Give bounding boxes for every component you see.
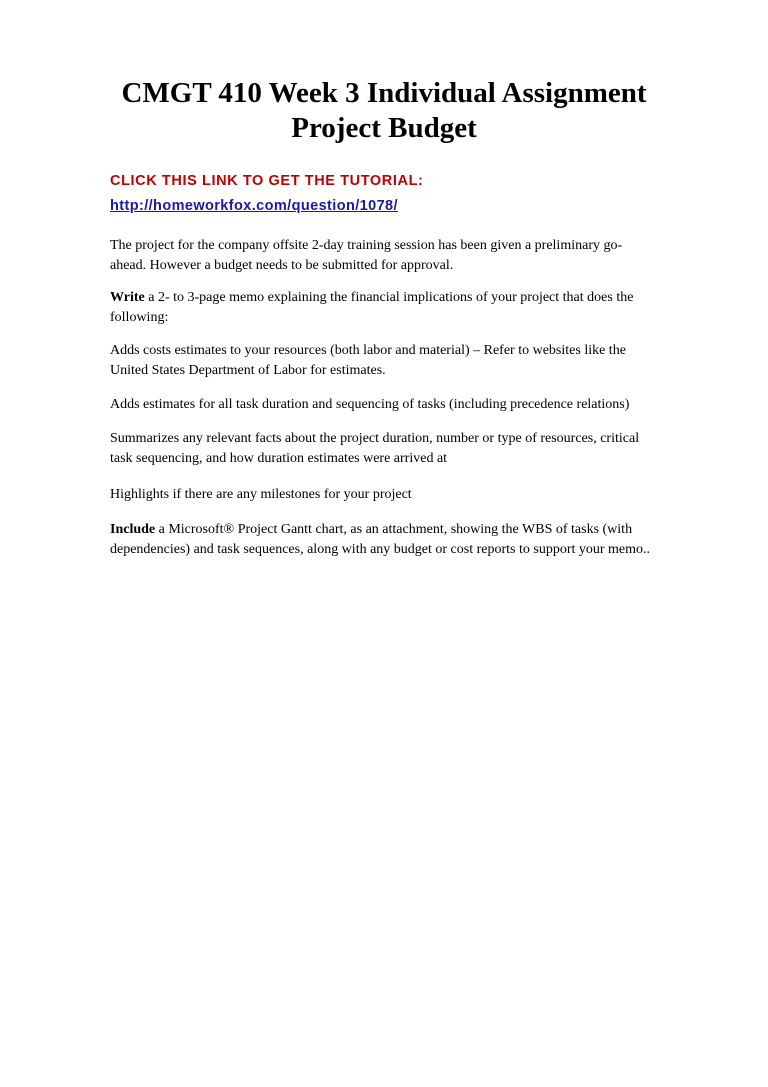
intro-line-1: The project for the company offsite 2-day training session has been given a preliminary go- bbox=[110, 238, 623, 253]
include-line-2: dependencies) and task sequences, along with any budget or cost reports to support your memo.. bbox=[110, 542, 651, 557]
cost-estimates-paragraph bbox=[110, 341, 710, 381]
task-estimates-paragraph: Adds estimates for all task duration and sequencing of tasks (including precedence relations) bbox=[110, 397, 630, 412]
tutorial-callout: CLICK THIS LINK TO GET THE TUTORIAL: bbox=[110, 173, 424, 189]
milestones-paragraph: Highlights if there are any milestones for your project bbox=[110, 487, 412, 502]
intro-paragraph bbox=[110, 236, 710, 276]
summary-paragraph bbox=[110, 429, 710, 469]
include-instruction-paragraph bbox=[110, 520, 710, 560]
summary-line-1: Summarizes any relevant facts about the project duration, number or type of resources, critical bbox=[110, 431, 640, 446]
summary-line-2: task sequencing, and how duration estimates were arrived at bbox=[110, 451, 448, 466]
title-line-1: CMGT 410 Week 3 Individual Assignment bbox=[121, 77, 647, 109]
title-line-2: Project Budget bbox=[291, 112, 477, 144]
include-line-1: a Microsoft® Project Gantt chart, as an attachment, showing the WBS of tasks (with bbox=[155, 522, 633, 537]
write-instruction-paragraph bbox=[110, 288, 710, 328]
document-title bbox=[60, 76, 708, 146]
intro-line-2: ahead. However a budget needs to be submitted for approval. bbox=[110, 258, 454, 273]
cost-line-2: United States Department of Labor for estimates. bbox=[110, 363, 386, 378]
include-keyword: Include bbox=[110, 522, 156, 537]
tutorial-link[interactable]: http://homeworkfox.com/question/1078/ bbox=[110, 198, 398, 214]
write-line-2: following: bbox=[110, 310, 169, 325]
write-line-1: a 2- to 3-page memo explaining the financial implications of your project that does the bbox=[144, 290, 634, 305]
cost-line-1: Adds costs estimates to your resources (both labor and material) – Refer to websites like the bbox=[110, 343, 626, 358]
write-keyword: Write bbox=[110, 290, 145, 305]
